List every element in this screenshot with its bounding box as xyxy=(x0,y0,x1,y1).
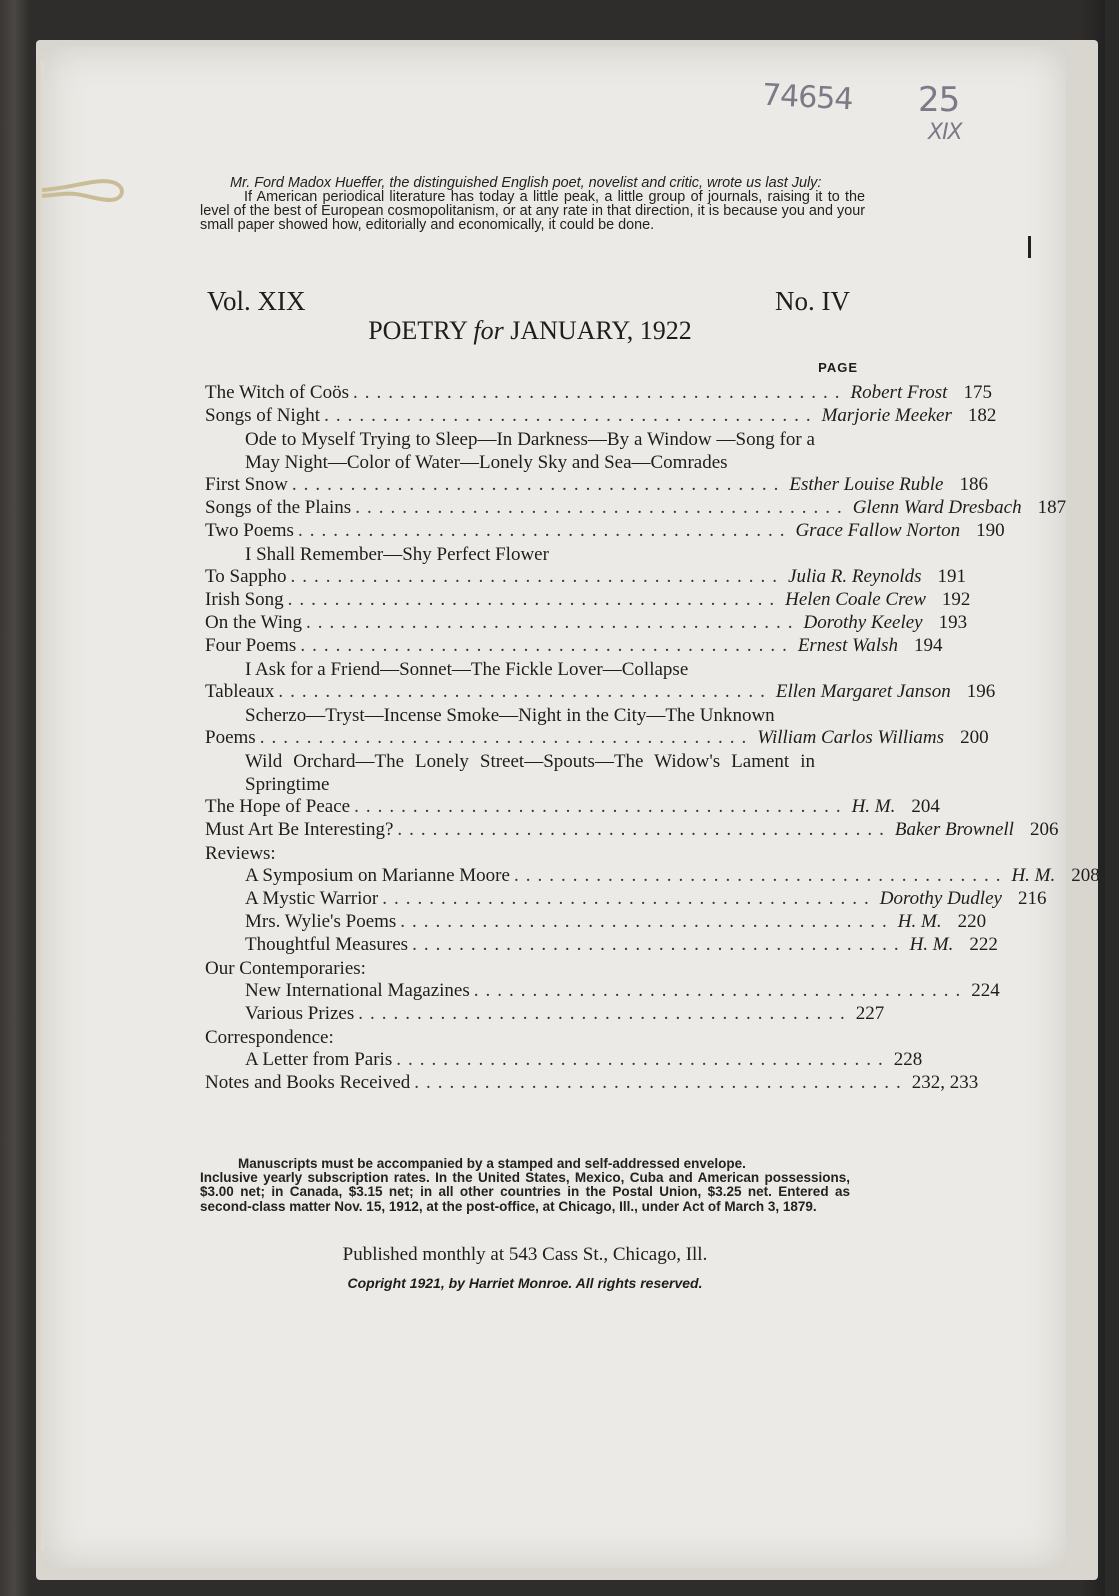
toc-row xyxy=(205,474,988,497)
issue-title xyxy=(200,316,860,346)
toc-section-heading: Our Contemporaries: xyxy=(205,958,366,979)
toc-row xyxy=(205,612,968,635)
toc-author: Marjorie Meeker xyxy=(821,405,952,426)
dot-leader: .......................................... xyxy=(297,520,792,541)
dot-leader: .......................................... xyxy=(306,612,800,633)
publisher-line: Published monthly at 543 Cass St., Chicago, Ill. xyxy=(342,1244,708,1265)
toc-page: 190 xyxy=(976,520,1005,541)
toc-title: The Hope of Peace xyxy=(205,796,351,817)
toc-title: First Snow xyxy=(205,474,288,495)
dot-leader: .......................................... xyxy=(513,865,1008,886)
toc-author: Grace Fallow Norton xyxy=(795,520,961,541)
toc-author: H. M. xyxy=(897,911,942,932)
toc-title: On the Wing xyxy=(205,612,303,633)
toc-author: Ernest Walsh xyxy=(797,635,898,656)
copyright-line: Copright 1921, by Harriet Monroe. All rights reserved. xyxy=(347,1275,703,1291)
toc-author: Ellen Margaret Janson xyxy=(775,681,951,702)
toc-section-heading: Correspondence: xyxy=(205,1027,334,1048)
quote-text: If American periodical literature has today a little peak, a little group of journals, raising it to the level of the best of European cosmopolitanism, or at any rate in that direction, it is because you and your small paper showed how, editorially and economically, it could be done. xyxy=(200,189,865,233)
toc-page: 194 xyxy=(913,635,943,656)
toc-page: 187 xyxy=(1037,497,1067,518)
toc-title: Songs of Night xyxy=(205,405,321,426)
toc-page: 200 xyxy=(960,727,989,748)
toc-title: Songs of the Plains xyxy=(205,497,352,518)
dot-leader: .......................................... xyxy=(354,796,848,817)
toc-page: 227 xyxy=(855,1003,885,1024)
toc-page: 222 xyxy=(969,934,998,955)
toc-page: 220 xyxy=(957,911,987,932)
toc-author: Baker Brownell xyxy=(894,819,1014,840)
handwritten-price: 25 xyxy=(918,80,960,120)
toc-author: Julia R. Reynolds xyxy=(788,566,922,587)
toc-page: 186 xyxy=(959,474,988,495)
margin-mark xyxy=(1028,236,1031,258)
toc-title: To Sappho xyxy=(205,566,287,587)
toc-title: Notes and Books Received xyxy=(205,1072,411,1093)
toc-title: A Letter from Paris xyxy=(245,1049,393,1070)
toc-page: 232, 233 xyxy=(911,1072,979,1093)
toc-author: Dorothy Dudley xyxy=(879,888,1002,909)
toc-row xyxy=(205,382,992,405)
toc-title: A Symposium on Marianne Moore xyxy=(245,865,510,886)
dot-leader: .......................................... xyxy=(382,888,876,909)
dot-leader: .......................................... xyxy=(300,635,794,656)
toc-author: H. M. xyxy=(909,934,954,955)
dot-leader: .......................................... xyxy=(473,980,968,1001)
toc-page: 192 xyxy=(941,589,971,610)
toc-page: 216 xyxy=(1017,888,1047,909)
toc-author: Glenn Ward Dresbach xyxy=(852,497,1022,518)
dot-leader: .......................................... xyxy=(278,681,772,702)
toc-author: Helen Coale Crew xyxy=(785,589,926,610)
toc-page: 206 xyxy=(1029,819,1059,840)
toc-author: H. M. xyxy=(1011,865,1056,886)
handwritten-number: 74654 xyxy=(761,77,854,118)
toc-title: Thoughtful Measures xyxy=(245,934,409,955)
toc-title: Tableaux xyxy=(205,681,275,702)
handwritten-vol: XIX xyxy=(928,120,962,145)
toc-row xyxy=(205,566,967,589)
toc-row xyxy=(205,911,987,934)
dot-leader: .......................................... xyxy=(259,727,754,748)
quote-block xyxy=(200,176,865,232)
toc-page: 204 xyxy=(911,796,940,817)
toc-section-heading: Reviews: xyxy=(205,843,276,864)
notice-line-1: Manuscripts must be accompanied by a stamped and self-addressed envelope. xyxy=(238,1156,746,1171)
toc-row xyxy=(205,1049,923,1072)
title-for: for xyxy=(473,316,504,345)
toc-title: Irish Song xyxy=(205,589,284,610)
toc-page: 196 xyxy=(966,681,996,702)
page-column-label: PAGE xyxy=(818,360,858,375)
toc-title: A Mystic Warrior xyxy=(245,888,379,909)
dot-leader: .......................................... xyxy=(396,1049,890,1070)
toc-row xyxy=(205,888,1047,911)
toc-title: New International Magazines xyxy=(245,980,470,1001)
toc-row xyxy=(205,727,989,750)
dot-leader: .......................................... xyxy=(291,474,786,495)
dot-leader: .......................................... xyxy=(414,1072,908,1093)
volume-label: Vol. XIX xyxy=(207,286,306,316)
title-poetry: POETRY xyxy=(368,316,467,345)
toc-page: 208 xyxy=(1071,865,1100,886)
toc-row xyxy=(205,1003,885,1026)
toc-row xyxy=(205,681,996,704)
toc-row xyxy=(205,1072,979,1095)
toc-title: Four Poems xyxy=(205,635,297,656)
toc-page: 191 xyxy=(937,566,967,587)
toc-page: 193 xyxy=(938,612,968,633)
toc-author: Esther Louise Ruble xyxy=(789,474,944,495)
dot-leader: .......................................... xyxy=(324,405,818,426)
toc-page: 182 xyxy=(967,405,997,426)
dot-leader: .......................................... xyxy=(290,566,785,587)
toc-subtitles: I Ask for a Friend—Sonnet—The Fickle Lover—Collapse xyxy=(245,659,689,680)
title-date: JANUARY, 1922 xyxy=(510,316,692,345)
table-of-contents xyxy=(205,382,1100,1095)
toc-row xyxy=(205,520,1005,543)
toc-author: Dorothy Keeley xyxy=(803,612,923,633)
toc-title: The Witch of Coös xyxy=(205,382,350,403)
dot-leader: .......................................... xyxy=(397,819,891,840)
toc-author: H. M. xyxy=(851,796,896,817)
notice-line-2: Inclusive yearly subscription rates. In the United States, Mexico, Cuba and American possessions, $3.00 net; in Canada, $3.15 net; in all other countries in the Postal Union, $3.25 net. Entered as second-class matter Nov. 15, 1912, at the post-office, at Chicago, Ill., under Act of March 3, 1879. xyxy=(200,1170,850,1214)
quote-intro: Mr. Ford Madox Hueffer, the distinguished English poet, novelist and critic, wrote us last July: xyxy=(230,175,822,191)
toc-title: Poems xyxy=(205,727,256,748)
subscription-notice xyxy=(200,1157,850,1214)
issue-number: No. IV xyxy=(775,286,850,316)
toc-subtitles: Scherzo—Tryst—Incense Smoke—Night in the City—The Unknown xyxy=(245,705,775,726)
dot-leader: .......................................... xyxy=(355,497,849,518)
toc-subtitles: I Shall Remember—Shy Perfect Flower xyxy=(245,544,549,565)
toc-author: Robert Frost xyxy=(850,382,948,403)
toc-page: 175 xyxy=(963,382,992,403)
toc-row xyxy=(205,589,971,612)
dot-leader: .......................................... xyxy=(400,911,894,932)
toc-row xyxy=(205,635,943,658)
toc-title: Two Poems xyxy=(205,520,294,541)
toc-row xyxy=(205,819,1059,842)
dot-leader: .......................................... xyxy=(412,934,906,955)
toc-author: William Carlos Williams xyxy=(757,727,945,748)
toc-row xyxy=(205,405,997,428)
dot-leader: .......................................... xyxy=(287,589,782,610)
toc-row xyxy=(205,980,1000,1003)
toc-row xyxy=(205,865,1100,888)
toc-row xyxy=(205,497,1067,520)
toc-page: 228 xyxy=(893,1049,923,1070)
dot-leader: .......................................... xyxy=(353,382,847,403)
toc-row xyxy=(205,796,940,819)
toc-title: Various Prizes xyxy=(245,1003,355,1024)
dot-leader: .......................................... xyxy=(358,1003,852,1024)
toc-subtitles: Ode to Myself Trying to Sleep—In Darkness—By a Window —Song for a May Night—Color of Water—Lonely Sky and Sea—Comrades xyxy=(245,429,815,473)
toc-title: Mrs. Wylie's Poems xyxy=(245,911,397,932)
toc-row xyxy=(205,934,998,957)
toc-title: Must Art Be Interesting? xyxy=(205,819,394,840)
toc-page: 224 xyxy=(971,980,1000,1001)
binding-string xyxy=(42,170,132,210)
toc-subtitles: Wild Orchard—The Lonely Street—Spouts—The Widow's Lament in Springtime xyxy=(245,751,815,795)
